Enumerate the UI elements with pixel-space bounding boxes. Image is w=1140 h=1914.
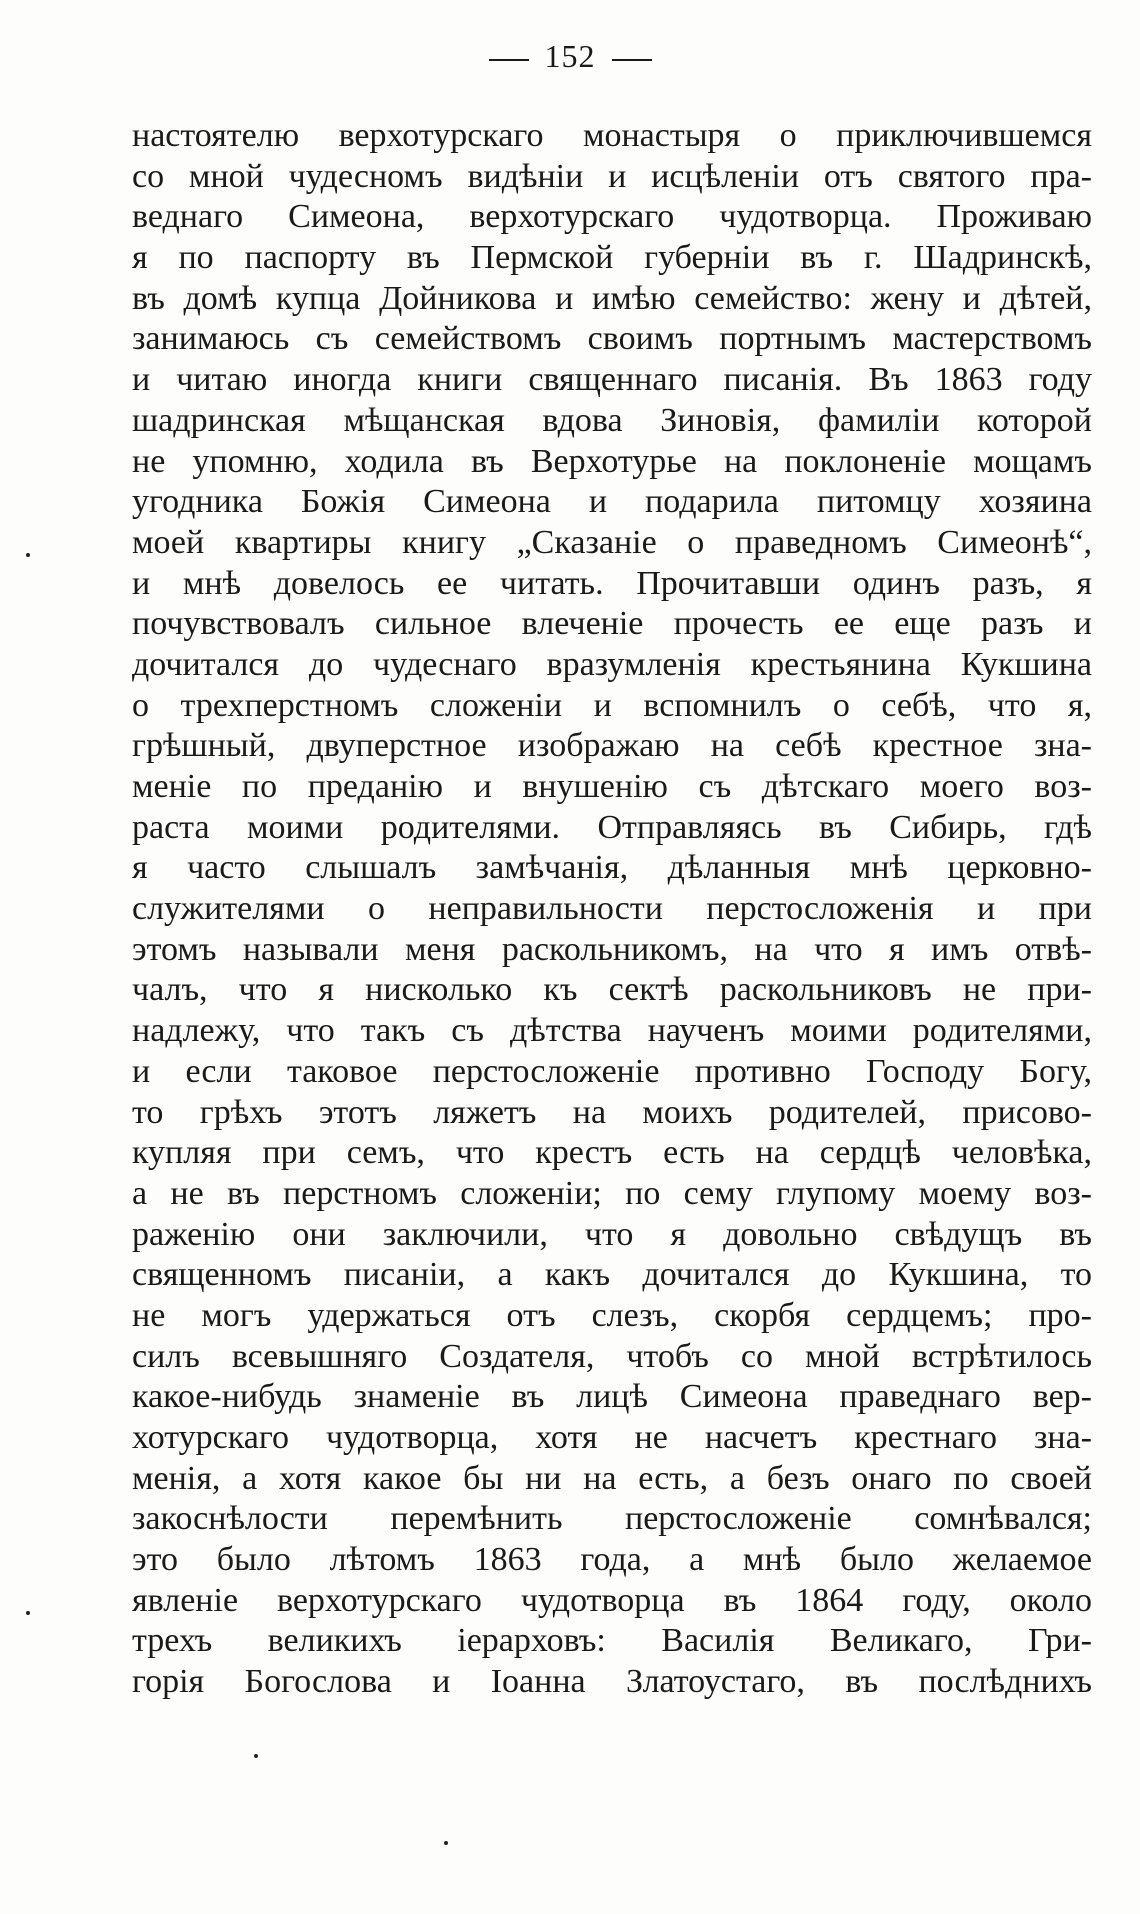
text-body	[132, 116, 1092, 1703]
text-line: со мной чудесномъ видѣніи и исцѣленіи отъ святого пра-	[132, 157, 1092, 195]
text-line: служителями о неправильности перстосложенія и при	[132, 890, 1092, 928]
page-number	[0, 38, 1140, 75]
text-line: и если таковое перстосложеніе противно Господу Богу,	[132, 1052, 1092, 1090]
text-line: хотурскаго чудотворца, хотя не насчетъ крестнаго зна-	[132, 1419, 1092, 1456]
text-line: моей квартиры книгу „Сказаніе о праведномъ Симеонѣ“,	[132, 523, 1092, 561]
text-line: меніе по преданію и внушенію съ дѣтскаго моего воз-	[132, 768, 1092, 805]
text-line: это было лѣтомъ 1863 года, а мнѣ было желаемое	[132, 1541, 1092, 1579]
text-line: раженію они заключили, что я довольно свѣдущъ въ	[132, 1215, 1092, 1253]
text-line: веднаго Симеона, верхотурскаго чудотворца. Проживаю	[132, 198, 1092, 236]
text-line: почувствовалъ сильное влеченіе прочесть ее еще разъ и	[132, 605, 1092, 643]
text-line: занимаюсь съ семействомъ своимъ портнымъ мастерствомъ	[132, 320, 1092, 358]
text-line: я часто слышалъ замѣчанія, дѣланныя мнѣ церковно-	[132, 849, 1092, 887]
text-line: шадринская мѣщанская вдова Зиновія, фамиліи которой	[132, 401, 1092, 439]
text-line: этомъ называли меня раскольникомъ, на что я имъ отвѣ-	[132, 930, 1092, 968]
text-line: закоснѣлости перемѣнить перстосложеніе сомнѣвался;	[132, 1500, 1092, 1538]
print-speck	[444, 1841, 448, 1845]
text-line: я по паспорту въ Пермской губерніи въ г. Шадринскѣ,	[132, 239, 1092, 277]
text-line: горія Богослова и Іоанна Златоустаго, въ послѣднихъ	[132, 1663, 1092, 1701]
text-line: въ домѣ купца Дойникова и имѣю семейство: жену и дѣтей,	[132, 279, 1092, 317]
text-line: купляя при семъ, что крестъ есть на сердцѣ человѣка,	[132, 1134, 1092, 1172]
text-line: надлежу, что такъ съ дѣтства наученъ моими родителями,	[132, 1012, 1092, 1050]
text-line: о трехперстномъ сложеніи и вспомнилъ о себѣ, что я,	[132, 686, 1092, 724]
text-line: дочитался до чудеснаго вразумленія крестьянина Кукшина	[132, 645, 1092, 683]
print-speck	[26, 1611, 30, 1615]
print-speck	[254, 1754, 258, 1758]
dash-right	[612, 59, 652, 61]
dash-left	[489, 59, 529, 61]
text-line: и читаю иногда книги священнаго писанія. Въ 1863 году	[132, 361, 1092, 399]
text-line: какое-нибудь знаменіе въ лицѣ Симеона праведнаго вер-	[132, 1378, 1092, 1416]
text-line: грѣшный, двуперстное изображаю на себѣ крестное зна-	[132, 727, 1092, 765]
text-line: менія, а хотя какое бы ни на есть, а безъ онаго по своей	[132, 1459, 1092, 1497]
text-line: угодника Божія Симеона и подарила питомцу хозяина	[132, 483, 1092, 521]
text-line: священномъ писаніи, а какъ дочитался до Кукшина, то	[132, 1256, 1092, 1294]
text-line: трехъ великихъ іерарховъ: Василія Великаго, Гри-	[132, 1622, 1092, 1660]
text-line: раста моими родителями. Отправляясь въ Сибирь, гдѣ	[132, 808, 1092, 846]
text-line: и мнѣ довелось ее читать. Прочитавши одинъ разъ, я	[132, 564, 1092, 602]
text-line: чалъ, что я нисколько къ сектѣ раскольниковъ не при-	[132, 971, 1092, 1009]
text-line: то грѣхъ этотъ ляжетъ на моихъ родителей, присово-	[132, 1093, 1092, 1131]
text-line: явленіе верхотурскаго чудотворца въ 1864 году, около	[132, 1581, 1092, 1619]
page-number-text: 152	[544, 38, 596, 74]
text-line: не могъ удержаться отъ слезъ, скорбя сердцемъ; про-	[132, 1296, 1092, 1334]
text-line: не упомню, ходила въ Верхотурье на поклоненіе мощамъ	[132, 442, 1092, 480]
print-speck	[26, 553, 30, 557]
text-line: а не въ перстномъ сложеніи; по сему глупому моему воз-	[132, 1174, 1092, 1212]
text-line: силъ всевышняго Создателя, чтобъ со мной встрѣтилось	[132, 1337, 1092, 1375]
text-line: настоятелю верхотурскаго монастыря о приключившемся	[132, 117, 1092, 154]
